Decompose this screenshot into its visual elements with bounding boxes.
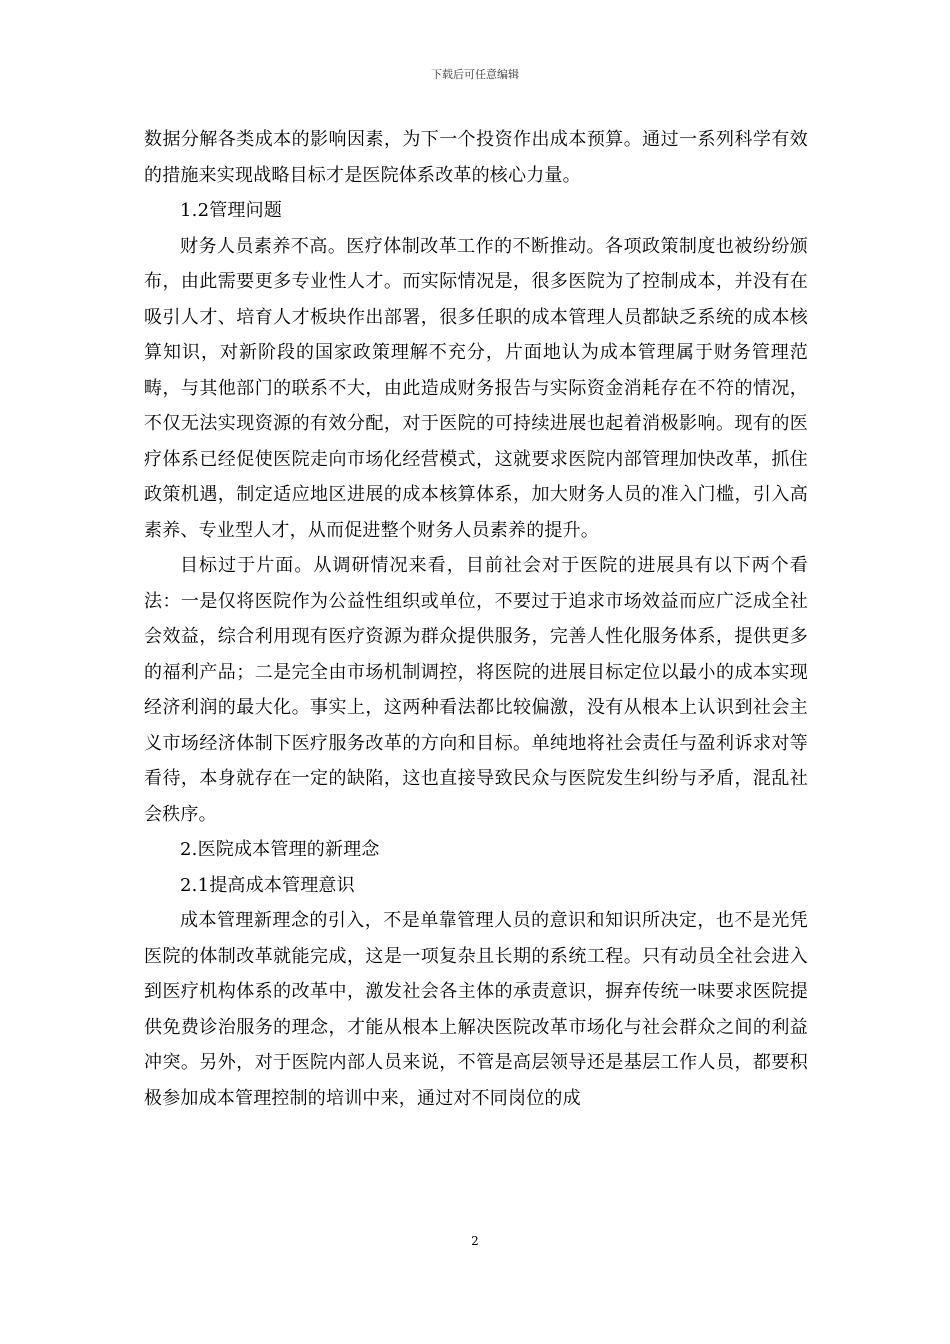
paragraph-continuation: 数据分解各类成本的影响因素，为下一个投资作出成本预算。通过一系列科学有效的措施来实现战略目标才是医院体系改革的核心力量。 [144,129,808,186]
paragraph-finance-staff: 财务人员素养不高。医疗体制改革工作的不断推动。各项政策制度也被纷纷颁布，由此需要更多专业性人才。而实际情况是，很多医院为了控制成本，并没有在吸引人才、培育人才板块作出部署，很多任职的成本管理人员都缺乏系统的成本核算知识，对新阶段的国家政策理解不充分，片面地认为成本管理属于财务管理范畴，与其他部门的联系不大，由此造成财务报告与实际资金消耗存在不符的情况，不仅无法实现资源的有效分配，对于医院的可持续进展也起着消极影响。现有的医疗体系已经促使医院走向市场化经营模式，这就要求医院内部管理加快改革，抓住政策机遇，制定适应地区进展的成本核算体系，加大财务人员的准入门槛，引入高素养、专业型人才，从而促进整个财务人员素养的提升。 [144,235,808,541]
section-heading-2: 2.医院成本管理的新理念 [180,839,380,860]
document-body [144,122,808,1116]
section-heading-1-2: 1.2管理问题 [180,200,283,221]
paragraph-goals: 目标过于片面。从调研情况来看，目前社会对于医院的进展具有以下两个看法：一是仅将医院作为公益性组织或单位，不要过于追求市场效益而应广泛成全社会效益，综合利用现有医疗资源为群众提供服务，完善人性化服务体系，提供更多的福利产品；二是完全由市场机制调控，将医院的进展目标定位以最小的成本实现经济利润的最大化。事实上，这两种看法都比较偏激，没有从根本上认识到社会主义市场经济体制下医疗服务改革的方向和目标。单纯地将社会责任与盈利诉求对等看待，本身就存在一定的缺陷，这也直接导致民众与医院发生纠纷与矛盾，混乱社会秩序。 [144,555,808,825]
page-header: 下载后可任意编辑 [431,68,519,81]
page-number: 2 [471,1234,479,1248]
paragraph-cost-awareness: 成本管理新理念的引入，不是单靠管理人员的意识和知识所决定，也不是光凭医院的体制改革就能完成，这是一项复杂且长期的系统工程。只有动员全社会进入到医疗机构体系的改革中，激发社会各主体的承责意识，摒弃传统一味要求医院提供免费诊治服务的理念，才能从根本上解决医院改革市场化与社会群众之间的利益冲突。另外，对于医院内部人员来说，不管是高层领导还是基层工作人员，都要积极参加成本管理控制的培训中来，通过对不同岗位的成 [144,910,808,1109]
section-heading-2-1: 2.1提高成本管理意识 [180,874,355,896]
